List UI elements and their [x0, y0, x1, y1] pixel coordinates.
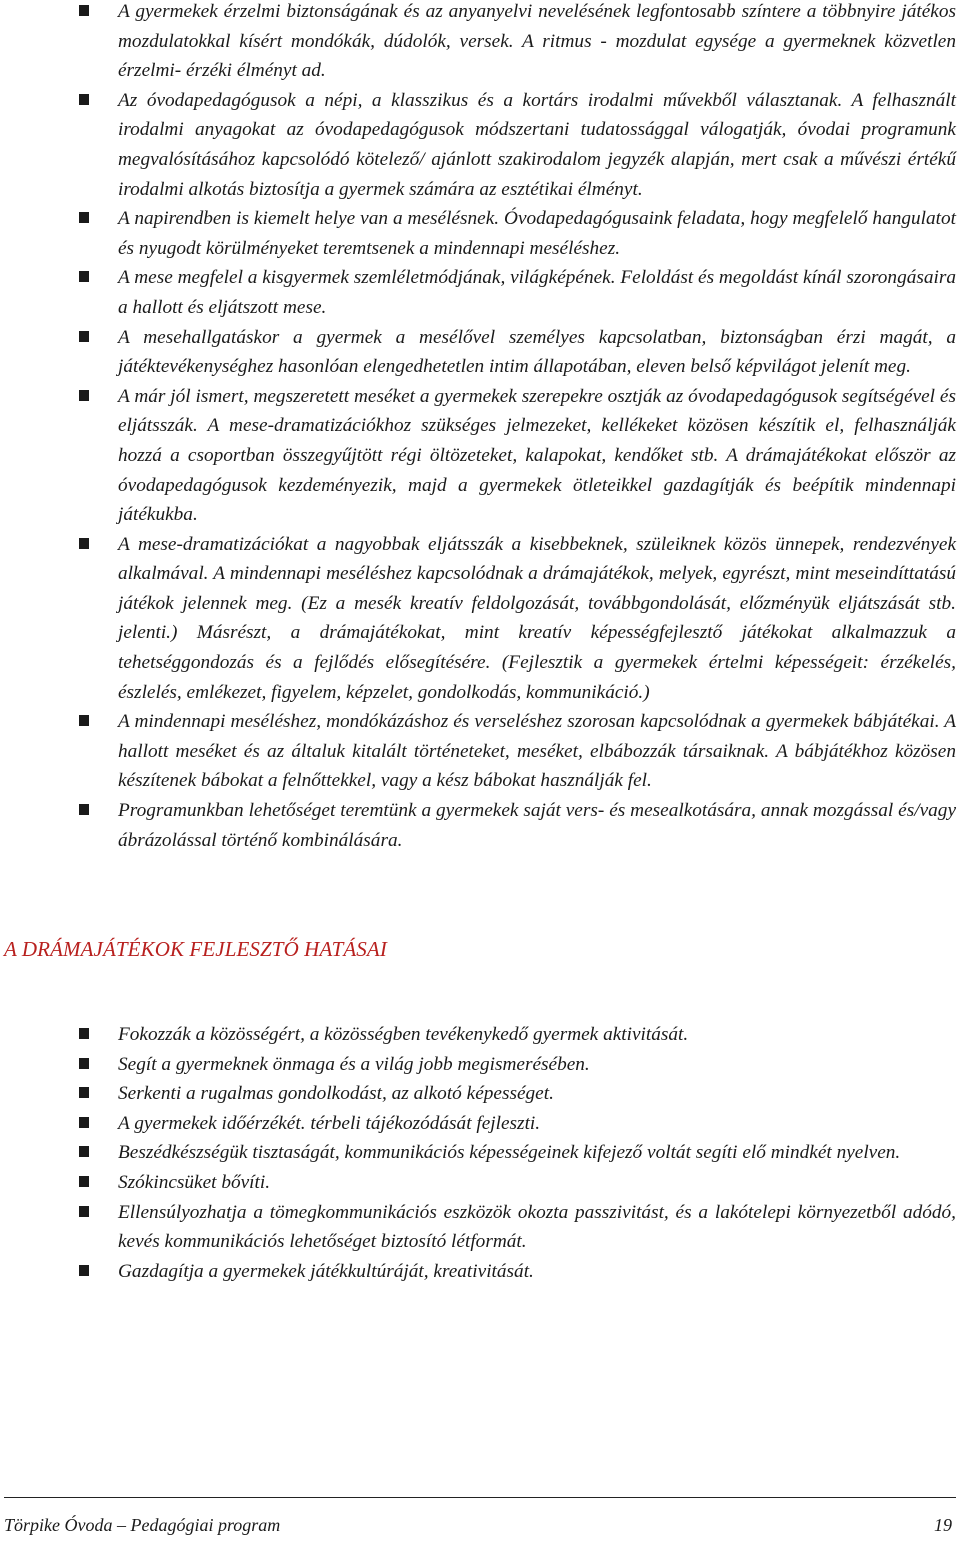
list-item-text: A gyermekek érzelmi biztonságának és az anyanyelvi nevelésének legfontosabb színtere a többnyire játékos mozdulatokkal kísért mondókák, dúdolók, versek. A ritmus - mozdulat egysége a gyermeknek közvetlen érzelmi- érzéki élményt ad. [118, 1, 956, 82]
list-item-text: Programunkban lehetőséget teremtünk a gyermekek saját vers- és mesealkotására, annak mozgással és/vagy ábrázolással történő kombinálására. [118, 800, 956, 851]
page-number: 19 [934, 1515, 952, 1535]
square-bullet-icon [79, 271, 89, 282]
list-item [0, 1138, 960, 1168]
list-item-text: A mesehallgatáskor a gyermek a mesélővel személyes kapcsolatban, biztonságban érzi magát, a játéktevékenységhez hasonlóan elengedhetetlen intim állapotában, eleven belső képvilágot jelenít meg. [118, 326, 956, 378]
list-item [0, 1079, 960, 1109]
list-item-text: Gazdagítja a gyermekek játékkultúráját, kreativitását. [118, 1260, 534, 1282]
square-bullet-icon [79, 1265, 89, 1276]
square-bullet-icon [79, 390, 89, 401]
square-bullet-icon [79, 1058, 89, 1069]
list-item [0, 204, 960, 263]
list-item [0, 323, 960, 382]
list-item-text: Szókincsüket bővíti. [118, 1171, 271, 1193]
square-bullet-icon [79, 1117, 89, 1128]
square-bullet-icon [79, 94, 89, 105]
list-item-text: A napirendben is kiemelt helye van a mesélésnek. Óvodapedagógusaink feladata, hogy megfelelő hangulatot és nyugodt körülményeket teremtsenek a mindennapi meséléshez. [118, 208, 956, 259]
list-item [0, 1020, 960, 1050]
list-item [0, 1257, 960, 1287]
list-item-text: Fokozzák a közösségért, a közösségben tevékenykedő gyermek aktivitását. [118, 1024, 689, 1045]
list-item [0, 796, 960, 855]
list-item-text: A mindennapi meséléshez, mondókázáshoz és verseléshez szorosan kapcsolódnak a gyermekek bábjátékai. A hallott meséket és az általuk kitalált történeteket, meséket, elbábozzák társaiknak. A bábjátékhoz közösen készítenek bábokat a felnőttekkel, vagy a kész bábokat használják fel. [118, 711, 956, 792]
effects-bullet-list [0, 1020, 960, 1286]
square-bullet-icon [79, 1087, 89, 1098]
page-footer [4, 1497, 956, 1544]
square-bullet-icon [79, 1146, 89, 1157]
square-bullet-icon [79, 715, 89, 726]
list-item [0, 1109, 960, 1139]
square-bullet-icon [79, 331, 89, 342]
square-bullet-icon [79, 212, 89, 223]
footer-title: Törpike Óvoda – Pedagógiai program [4, 1515, 281, 1535]
list-item [0, 707, 960, 796]
list-item-text: A mese megfelel a kisgyermek szemléletmódjának, világképének. Feloldást és megoldást kínál szorongásaira a hallott és eljátszott mese. [118, 267, 956, 318]
list-item [0, 263, 960, 322]
list-item [0, 0, 960, 86]
list-item [0, 1198, 960, 1257]
list-item [0, 1050, 960, 1080]
list-item-text: A mese-dramatizációkat a nagyobbak eljátsszák a kisebbeknek, szüleiknek közös ünnepek, rendezvények alkalmával. A mindennapi meséléshez kapcsolódnak a drámajátékok, melyek, egyrészt, mint meseindíttatású játékok jelennek meg. (Ez a mesék kreatív feldolgozását, továbbgondolását, előzményük eljátszását stb. jelenti.) Másrészt, a drámajátékokat, mint kreatív képességfejlesztő játékokat alkalmazzuk a tehetséggondozás és a fejlődés elősegítésére. (Fejlesztik a gyermekek értelmi képességeit: érzékelés, észlelés, emlékezet, figyelem, képzelet, gondolkodás, kommunikáció.) [118, 533, 956, 703]
list-item-text: Beszédkészségük tisztaságát, kommunikációs képességeinek kifejező voltát segíti elő mindkét nyelven. [118, 1142, 901, 1164]
list-item [0, 382, 960, 530]
list-item-text: A már jól ismert, megszeretett meséket a gyermekek szerepekre osztják az óvodapedagógusok segítségével és eljátsszák. A mese-dramatizációkhoz szükséges jelmezeket, kellékeket közösen készítik el, felhasználják hozzá a csoportban összegyűjtött régi öltözeteket, kalapokat, kendőket stb. A drámajátékokat először az óvodapedagógusok kezdeményezik, majd a gyermekek ötleteikkel gazdagítják és beépítik mindennapi játékukba. [118, 385, 956, 526]
list-item-text: Segít a gyermeknek önmaga és a világ jobb megismerésében. [118, 1053, 590, 1075]
square-bullet-icon [79, 1176, 89, 1187]
square-bullet-icon [79, 5, 89, 16]
list-item-text: Az óvodapedagógusok a népi, a klasszikus és a kortárs irodalmi művekből választanak. A felhasznált irodalmi anyagokat az óvodapedagógusok módszertani tudatossággal válogatják, óvodai programunk megvalósításához kapcsolódó kötelező/ ajánlott szakirodalom jegyzék alapján, mert csak a művészi értékű irodalmi alkotás biztosítja a gyermek számára az esztétikai élményt. [118, 89, 956, 200]
list-item-text: A gyermekek időérzékét. térbeli tájékozódását fejleszti. [118, 1112, 541, 1134]
list-item [0, 1168, 960, 1198]
list-item [0, 530, 960, 708]
square-bullet-icon [79, 804, 89, 815]
square-bullet-icon [79, 538, 89, 549]
square-bullet-icon [79, 1206, 89, 1217]
section-heading: A DRÁMAJÁTÉKOK FEJLESZTŐ HATÁSAI [4, 937, 387, 961]
list-item [0, 86, 960, 204]
list-item-text: Ellensúlyozhatja a tömegkommunikációs eszközök okozta passzivitást, és a lakótelepi környezetből adódó, kevés kommunikációs lehetőséget biztosító létformát. [118, 1201, 956, 1253]
square-bullet-icon [79, 1028, 89, 1039]
list-item-text: Serkenti a rugalmas gondolkodást, az alkotó képességet. [118, 1083, 554, 1105]
